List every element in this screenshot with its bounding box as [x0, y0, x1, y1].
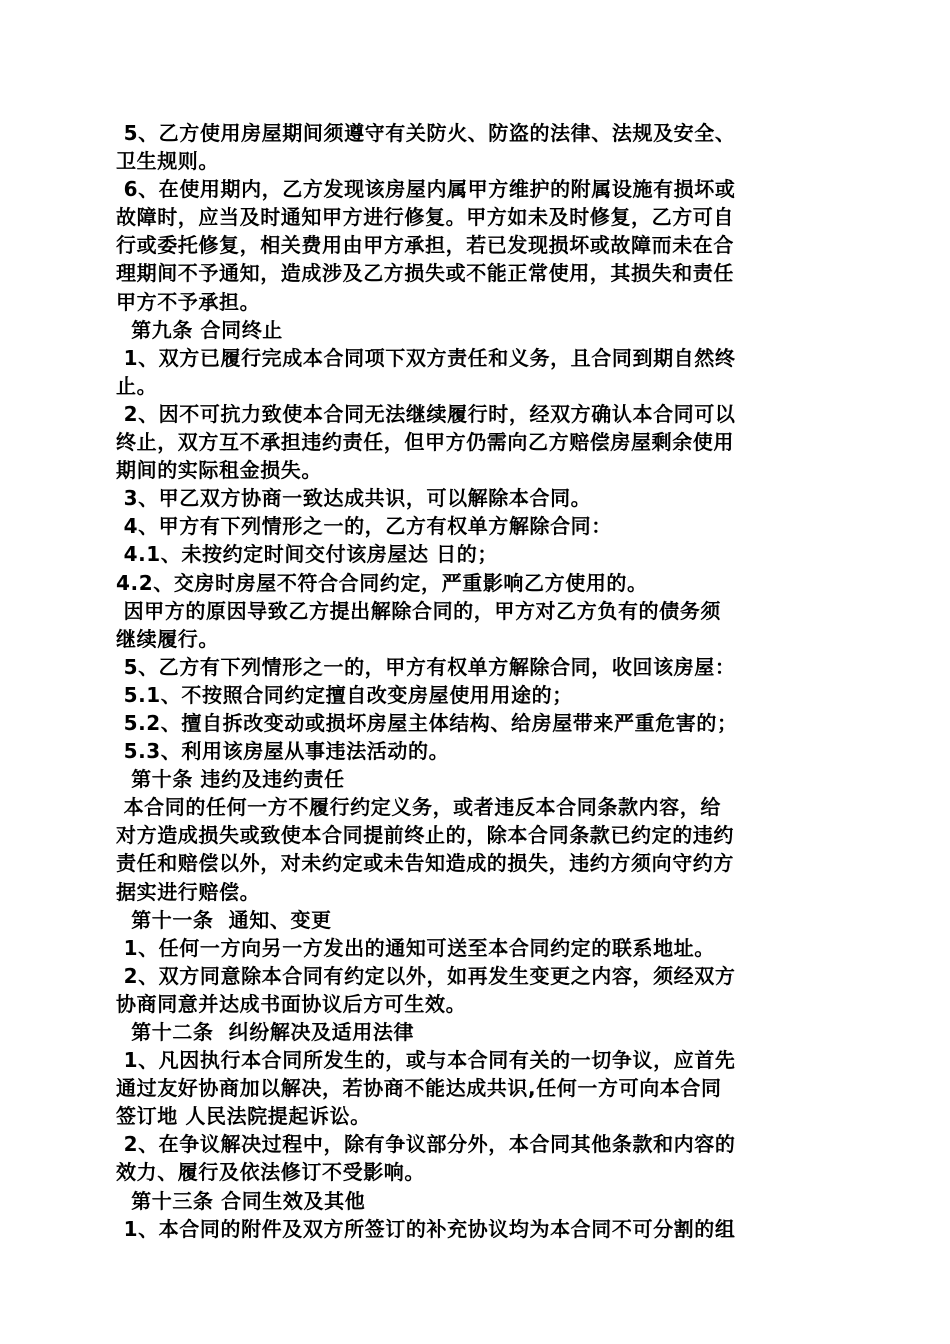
text-line: 3、甲乙双方协商一致达成共识，可以解除本合同。 — [116, 486, 592, 511]
text-line: 第九条 合同终止 — [116, 317, 283, 342]
text-line: 4.1、未按约定时间交付该房屋达 日的； — [116, 542, 498, 567]
text-line: 卫生规则。 — [116, 149, 219, 174]
text-line: 5.3、利用该房屋从事违法活动的。 — [116, 739, 450, 764]
text-line: 甲方不予承担。 — [116, 289, 261, 314]
text-line: 2、在争议解决过程中，除有争议部分外，本合同其他条款和内容的 — [116, 1132, 736, 1157]
text-line: 5.1、不按照合同约定擅自改变房屋使用用途的； — [116, 682, 573, 707]
text-line: 本合同的任何一方不履行约定义务，或者违反本合同条款内容，给 — [116, 795, 721, 820]
text-line: 签订地 人民法院提起诉讼。 — [116, 1104, 371, 1129]
text-line: 协商同意并达成书面协议后方可生效。 — [116, 991, 467, 1016]
text-line: 止。 — [116, 373, 158, 398]
text-line: 故障时，应当及时通知甲方进行修复。甲方如未及时修复，乙方可自 — [116, 205, 734, 230]
text-line: 继续履行。 — [116, 626, 219, 651]
text-line: 2、因不可抗力致使本合同无法继续履行时，经双方确认本合同可以 — [116, 401, 736, 426]
text-line: 1、本合同的附件及双方所签订的补充协议均为本合同不可分割的组 — [116, 1216, 736, 1241]
text-line: 第十一条 通知、变更 — [116, 907, 332, 932]
text-line: 期间的实际租金损失。 — [116, 458, 322, 483]
text-line: 1、双方已履行完成本合同项下双方责任和义务，且合同到期自然终 — [116, 345, 736, 370]
text-line: 对方造成损失或致使本合同提前终止的，除本合同条款已约定的违约 — [116, 823, 734, 848]
text-line: 5、乙方有下列情形之一的，甲方有权单方解除合同，收回该房屋： — [116, 654, 736, 679]
text-line: 4.2、交房时房屋不符合合同约定，严重影响乙方使用的。 — [116, 570, 648, 595]
text-line: 据实进行赔偿。 — [116, 879, 261, 904]
text-line: 效力、履行及依法修订不受影响。 — [116, 1160, 425, 1185]
text-line: 5、乙方使用房屋期间须遵守有关防火、防盗的法律、法规及安全、 — [116, 121, 736, 145]
text-line: 第十条 违约及违约责任 — [116, 767, 345, 792]
text-line: 4、甲方有下列情形之一的，乙方有权单方解除合同： — [116, 514, 612, 539]
text-line: 行或委托修复，相关费用由甲方承担，若已发现损坏或故障而未在合 — [116, 233, 734, 258]
text-line: 第十二条 纠纷解决及适用法律 — [116, 1020, 415, 1044]
text-line: 第十三条 合同生效及其他 — [116, 1188, 366, 1213]
text-line: 6、在使用期内，乙方发现该房屋内属甲方维护的附属设施有损坏或 — [116, 177, 736, 202]
text-line: 理期间不予通知，造成涉及乙方损失或不能正常使用，其损失和责任 — [116, 261, 734, 286]
text-line: 5.2、擅自拆改变动或损坏房屋主体结构、给房屋带来严重危害的； — [116, 710, 738, 735]
text-line: 终止，双方互不承担违约责任，但甲方仍需向乙方赔偿房屋剩余使用 — [116, 430, 734, 455]
document-page — [116, 119, 846, 1243]
text-line: 2、双方同意除本合同有约定以外，如再发生变更之内容，须经双方 — [116, 963, 736, 988]
text-line: 责任和赔偿以外，对未约定或未告知造成的损失，违约方须向守约方 — [116, 851, 734, 876]
text-line: 因甲方的原因导致乙方提出解除合同的，甲方对乙方负有的债务须 — [116, 598, 721, 623]
text-line: 通过友好协商加以解决，若协商不能达成共识,任何一方可向本合同 — [116, 1076, 722, 1101]
text-line: 1、凡因执行本合同所发生的，或与本合同有关的一切争议，应首先 — [116, 1048, 736, 1073]
text-line: 1、任何一方向另一方发出的通知可送至本合同约定的联系地址。 — [116, 935, 715, 960]
